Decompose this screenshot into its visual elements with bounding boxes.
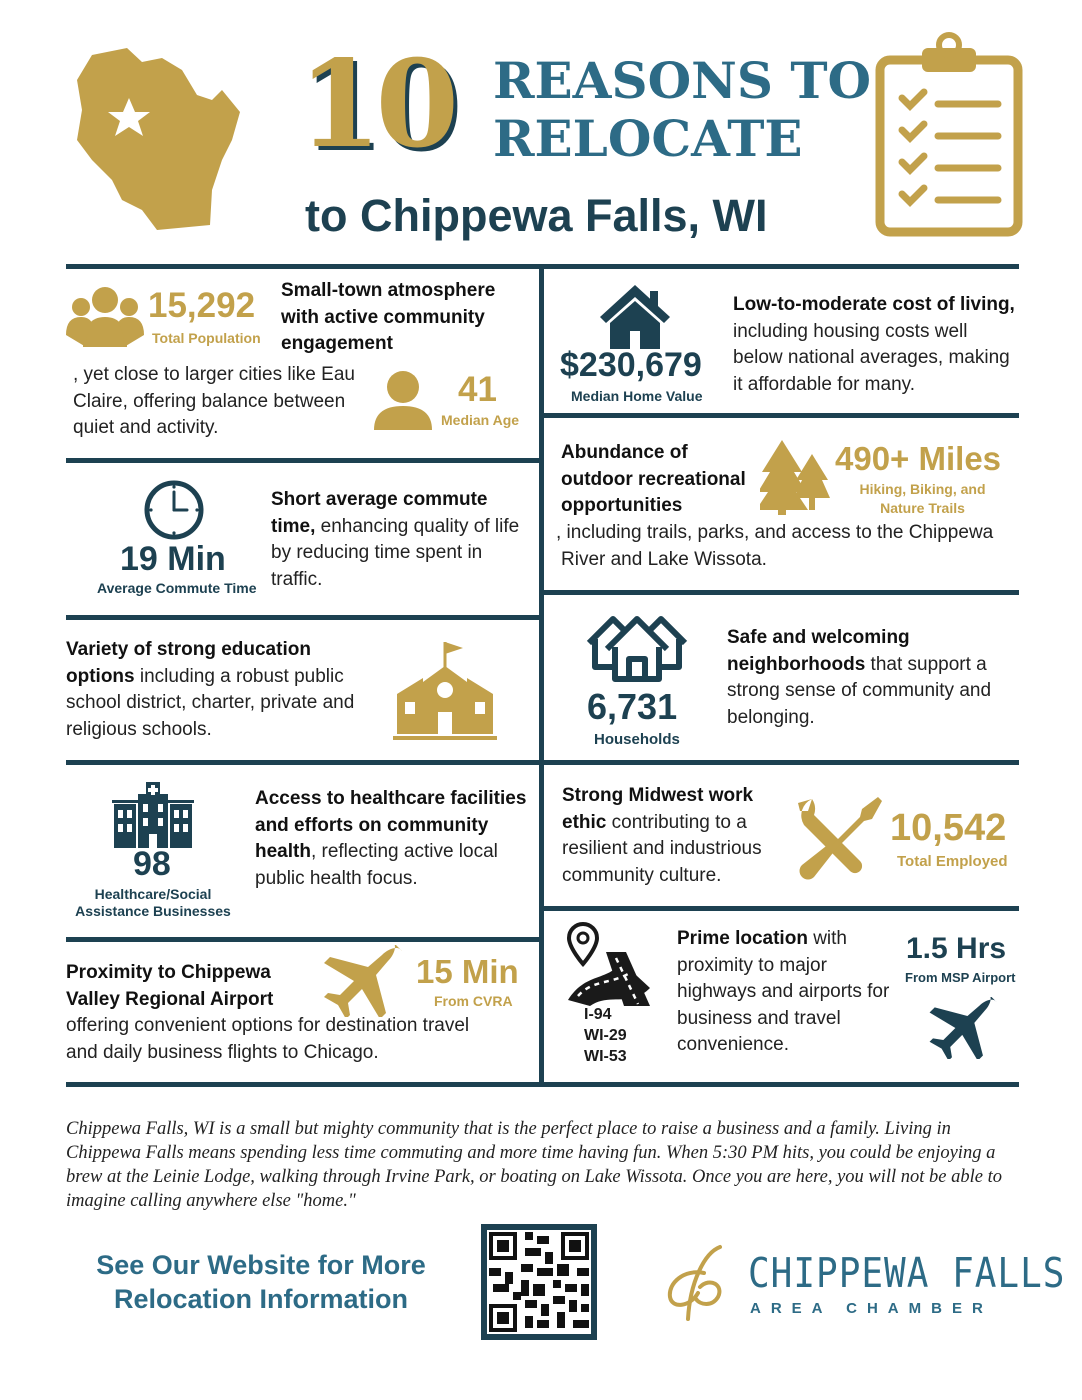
median-age-label: Median Age xyxy=(441,412,520,428)
house-icon xyxy=(598,283,672,349)
outdoor-text: Abundance of outdoor recreational opportunities xyxy=(561,442,746,516)
chamber-logo-icon xyxy=(664,1243,734,1323)
footer-paragraph: Chippewa Falls, WI is a small but mighty community that is the perfect place to raise a business and a family. Living in Chippewa Falls means spending less time commuting and more time having fun. When 5:30 PM hits, you could be enjoying a brew at the Leinie Lodge, walking through Irvine Park, or boating on Lake Wissota. Once you are here, you will not be able to imagine calling anywhere else "home." xyxy=(66,1119,1003,1211)
highway-wi53: WI-53 xyxy=(584,1048,627,1065)
employed-label: Total Employed xyxy=(897,853,1008,870)
header-title-line2: RELOCATE xyxy=(493,109,803,168)
cvra-label: From CVRA xyxy=(434,993,513,1009)
tools-icon xyxy=(798,795,884,881)
chamber-logo-name: CHIPPEWA FALLS xyxy=(748,1250,1066,1298)
work-text: Strong Midwest work ethic contributing to a resilient and industrious community culture. xyxy=(562,785,762,886)
population-stat: 15,292 xyxy=(148,286,256,325)
home-value-label: Median Home Value xyxy=(571,388,703,404)
commute-label: Average Commute Time xyxy=(97,580,257,596)
header-title-line1: REASONS TO xyxy=(493,51,872,110)
msp-stat: 1.5 Hrs xyxy=(906,932,1007,965)
cost-text: Low-to-moderate cost of living, including housing costs well below national averages, making it affordable for many. xyxy=(733,294,1015,395)
trails-stat: 490+ Miles xyxy=(835,440,1002,477)
commute-text: Short average commute time, enhancing quality of life by reducing time spent in traffic. xyxy=(271,489,520,590)
healthcare-stat: 98 xyxy=(133,845,171,883)
population-bold-text: Small-town atmosphere with active community engagement xyxy=(281,280,496,354)
safe-text: Safe and welcoming neighborhoods that support a strong sense of community and belonging. xyxy=(727,627,992,728)
person-icon xyxy=(374,370,432,430)
pine-trees-icon xyxy=(760,440,830,515)
location-text: Prime location with proximity to major highways and airports for business and travel convenience. xyxy=(677,928,890,1055)
population-label: Total Population xyxy=(152,330,261,346)
trails-label-line1: Hiking, Biking, and xyxy=(859,481,986,497)
clock-icon xyxy=(143,479,205,541)
highway-wi29: WI-29 xyxy=(584,1027,627,1044)
trails-label-line2: Nature Trails xyxy=(880,500,965,516)
healthcare-label-line2: Assistance Businesses xyxy=(75,903,231,919)
header-number: 10 xyxy=(298,34,453,175)
school-icon xyxy=(393,638,497,742)
cvra-stat: 15 Min xyxy=(416,953,519,990)
households-stat: 6,731 xyxy=(587,686,678,727)
airplane-icon xyxy=(322,945,406,1017)
website-cta-line2[interactable]: Relocation Information xyxy=(113,1284,408,1314)
map-pin-road-icon xyxy=(566,922,650,1006)
wisconsin-map-icon xyxy=(72,40,252,240)
commute-stat: 19 Min xyxy=(120,540,226,578)
outdoor-rest-text: , including trails, parks, and access to the Chippewa River and Lake Wissota. xyxy=(556,522,994,570)
hospital-icon xyxy=(112,782,194,848)
education-text: Variety of strong education options including a robust public school district, charter, private and religious schools. xyxy=(66,639,355,740)
airport-rest-text: offering convenient options for destination travel and daily business flights to Chicago. xyxy=(66,1015,470,1063)
homes-icon xyxy=(585,603,689,683)
clipboard-checklist-icon xyxy=(874,30,1024,240)
airport-bold-text: Proximity to Chippewa Valley Regional Airport xyxy=(66,962,274,1010)
airplane-icon-navy xyxy=(925,997,1003,1059)
chamber-logo-sub: AREA CHAMBER xyxy=(750,1300,993,1317)
median-age-stat: 41 xyxy=(458,370,497,409)
highway-i94: I-94 xyxy=(584,1006,612,1023)
households-label: Households xyxy=(594,731,680,748)
header-subtitle: to Chippewa Falls, WI xyxy=(305,190,768,241)
qr-code-icon[interactable] xyxy=(481,1223,597,1341)
people-icon xyxy=(66,285,144,347)
health-text: Access to healthcare facilities and efforts on community health, reflecting active local public health focus. xyxy=(255,788,527,889)
website-cta-line1[interactable]: See Our Website for More xyxy=(96,1250,426,1280)
msp-label: From MSP Airport xyxy=(905,970,1016,985)
home-value-stat: $230,679 xyxy=(560,346,702,384)
healthcare-label-line1: Healthcare/Social xyxy=(94,886,212,902)
employed-stat: 10,542 xyxy=(890,807,1007,849)
population-rest-text: , yet close to larger cities like Eau Claire, offering balance between quiet and activity. xyxy=(73,364,355,438)
